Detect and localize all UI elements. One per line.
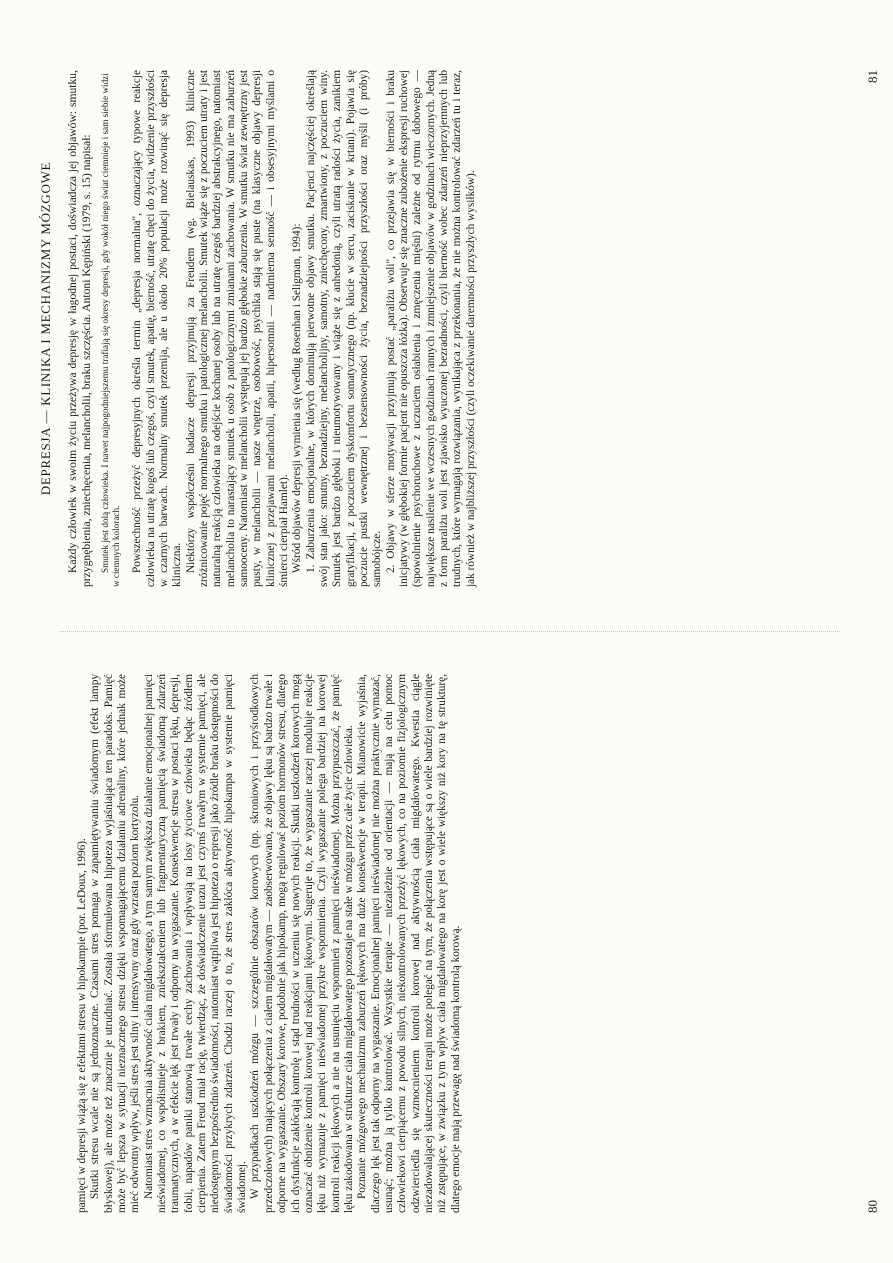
paragraph: W przypadkach uszkodzeń mózgu — szczególnie obszarów korowych (np. skroniowych i przyśrodkowych przedczołowych) mających połączenia z ciałem migdałowatym — zaobserwowano, że objawy lęku są bardzo trwałe i odporne na wygaszanie. Obszary korowe, podobnie jak hipokamp, mogą regulować poziom hormonów stresu, dlatego ich dysfunkcje zakłócają kontrolę i stąd trudności w uczeniu się nowych reakcji. Skutki uszkodzeń korowych mogą oznaczać obniżenie kontroli korowej nad reakcjami lękowymi. Sugeruje to, że wygaszanie raczej moduluje reakcje lęku niż wymazuje z pamięci nieświadomej przykre wspomnienia. Czyli wygaszanie polega bardziej na korowej kontroli reakcji lękowych a nie na usunięciu wspomnień z pamięci nieświadomej. Można przypuszczać, że pamięć lęku zakodowana w strukturze ciała migdałowatego pozostaje na stałe w mózgu przez całe życie człowieka. (249, 674, 355, 1213)
running-header: DEPRESJA — KLINIKA I MECHANIZMY MÓZGOWE (38, 161, 53, 496)
paragraph: Niektórzy współcześni badacze depresji przyjmują za Freudem (wg. Bielauskas, 1993) kliniczne zróżnicowanie pojęć normalnego smutku i patologicznej melancholii. Smutek wiąże się z poczuciem utraty i jest naturalną reakcją człowieka na odejście kochanej osoby lub na utratę czegoś bardziej abstrakcyjnego, natomiast melancholia to narastający smutek u osób z patologicznymi zmianami zachowania. W smutku nie ma zaburzeń samooceny. Natomiast w melancholii występują jej bardzo głębokie zaburzenia. W smutku świat zewnętrzny jest pusty, w melancholii — nasze wnętrze, osobowość, psychika stają się puste (na klasyczne objawy depresji klinicznej z przejawami melancholii, apatii, hipersomnii — nadmierna senność — i obsesyjnymi myślami o śmierci cierpiał Hamlet). (184, 70, 290, 587)
block-quote: Smutek jest dolą człowieka. I nawet najpogodniejszemu trafiają się okresy depresji, gdy wokół niego świat ciemnieje i sam siebie widzi w ciemnych kolorach. (100, 73, 122, 587)
page-number: 81 (865, 70, 880, 83)
paragraph: Poznanie mózgowego mechanizmu zaburzeń lękowych ma duże konsekwencje w terapii. Mianowicie wyjaśnia, dlaczego lęk jest tak odporny na wygaszanie. Emocjonalnej pamięci nieświadomej nie można praktycznie wymazać, usunąć; można ją tylko kontrolować. Wszystkie terapie — niezależnie od orientacji — mają na celu pomoc człowiekowi cierpiącemu z powodu silnych, niekontrolowanych przeżyć lękowych, co na poziomie fizjologicznym odzwierciedla się wzmocnieniem kontroli korowej nad aktywnością ciała migdałowatego. Kwestia ciągle niezadowalającej skuteczności terapii może polegać na tym, że połączenia wstępujące są o wiele bardziej rozwinięte niż zstępujące, w związku z tym wpływ ciała migdałowatego na korę jest o wiele większy niż kory na tę strukturę, dlatego emocje mają przewagę nad świadomą kontrolą korową. (356, 674, 462, 1213)
paragraph: Natomiast stres wzmacnia aktywność ciała migdałowatego, a tym samym zwiększa działanie emocjonalnej pamięci nieświadomej, co współistnieje z brakiem, zniekształceniem lub fragmentaryczną pamięcią świadomą zdarzeń traumatycznych, a w efekcie lęk jest trwały i odporny na wygaszanie. Konsekwencje stresu w postaci lęku, depresji, fobii, napadów paniki stanowią trwałe cechy zachowania i wpływają na losy życiowe człowieka będąc źródłem cierpienia. Zatem Freud miał rację, twierdząc, że doświadczenie urazu jest czymś trwałym w systemie pamięci, ale niedostępnym bezpośrednio świadomości, natomiast wątpliwa jest hipoteza o represji jako źródle braku dostępności do świadomości przykrych zdarzeń. Chodzi raczej o to, że stres zakłóca aktywność hipokampa w systemie pamięci świadomej. (142, 674, 249, 1213)
paragraph: Wśród objawów depresji wymienia się (według Rosenhan i Seligman, 1994): (291, 223, 304, 573)
paragraph: pamięci w depresji wiążą się z efektami stresu w hipokampie (por. LeDoux, 1996). (76, 838, 88, 1213)
right-page (0, 0, 893, 631)
left-page (0, 632, 893, 1263)
paragraph: Skutki stresu wcale nie są jednoznaczne. Czasami stres pomaga w zapamiętywaniu świadomym (efekt lampy błyskowej), ale może też znacznie je utrudniać. Została sformułowana hipoteza wyjaśniająca ten paradoks. Pamięć może być lepsza w sytuacji nieznacznego stresu dzięki wspomagającemu działaniu adrenaliny, które jednak może mieć odwrotny wpływ, jeśli stres jest silny i intensywny oraz gdy wzrasta poziom kortyzolu. (89, 674, 142, 1213)
page-number: 80 (865, 1200, 880, 1213)
paragraph: 1. Zaburzenia emocjonalne, w których dominują pierwotne objawy smutku. Pacjenci najczęściej określają swój stan jako: smutny, beznadziejny, melancholijny, samotny, zniechęcony, zmartwiony, z poczuciem winy. Smutek jest bardzo głęboki i nieumotywowany i wiąże się z anhedonią, czyli utratą radości życia, zanikiem gratyfikacji, z poczuciem dyskomfortu somatycznego (np. kłucie w sercu, zaciskanie w krtani). Pojawia się poczucie pustki wewnętrznej i bezsensowności życia, beznadziejności przyszłości oraz myśli (i próby) samobójcze. (304, 70, 384, 587)
paragraph: Powszechność przeżyć depresyjnych określa termin „depresja normalna", oznaczający typowe reakcje człowieka na utratę kogoś lub czegoś, czyli smutek, apatię, bierność, utratę chęci do życia, widzenie przyszłości w czarnych barwach. Normalny smutek przemija, ale u około 20% populacji może rozwinąć się depresja kliniczna. (131, 70, 184, 587)
paragraph: 2. Objawy w sferze motywacji przyjmują postać „paraliżu woli", co przejawia się w bierności i braku inicjatywy (w głębokiej formie pacjent nie opuszcza łóżka). Obserwuje się znaczne zubożenie ekspresji ruchowej (spowolnienie psychoruchowe z uczuciem osłabienia i zmęczenia mięśni) zależne od rytmu dobowego — największe nasilenie we wczesnych godzinach rannych i zmniejszenie objawów w godzinach wieczornych. Jedną z form paraliżu woli jest zjawisko wyuczonej bezradności, czyli bierność wobec zdarzeń nieprzyjemnych lub trudnych, które wymagają rozwiązania, wynikająca z przekonania, że nie można kontrolować zdarzeń tu i teraz, jak również w najbliższej przyszłości (czyli oczekiwanie daremności przyszłych wysiłków). (384, 70, 477, 587)
intro-paragraph: Każdy człowiek w swoim życiu przeżywa depresję w łagodnej postaci, doświadcza jej objawów: smutku, przygnębienia, zniechęcenia, melancholii, braku szczęścia. Antoni Kępiński (1979, s. 15) napisał: (66, 70, 93, 587)
